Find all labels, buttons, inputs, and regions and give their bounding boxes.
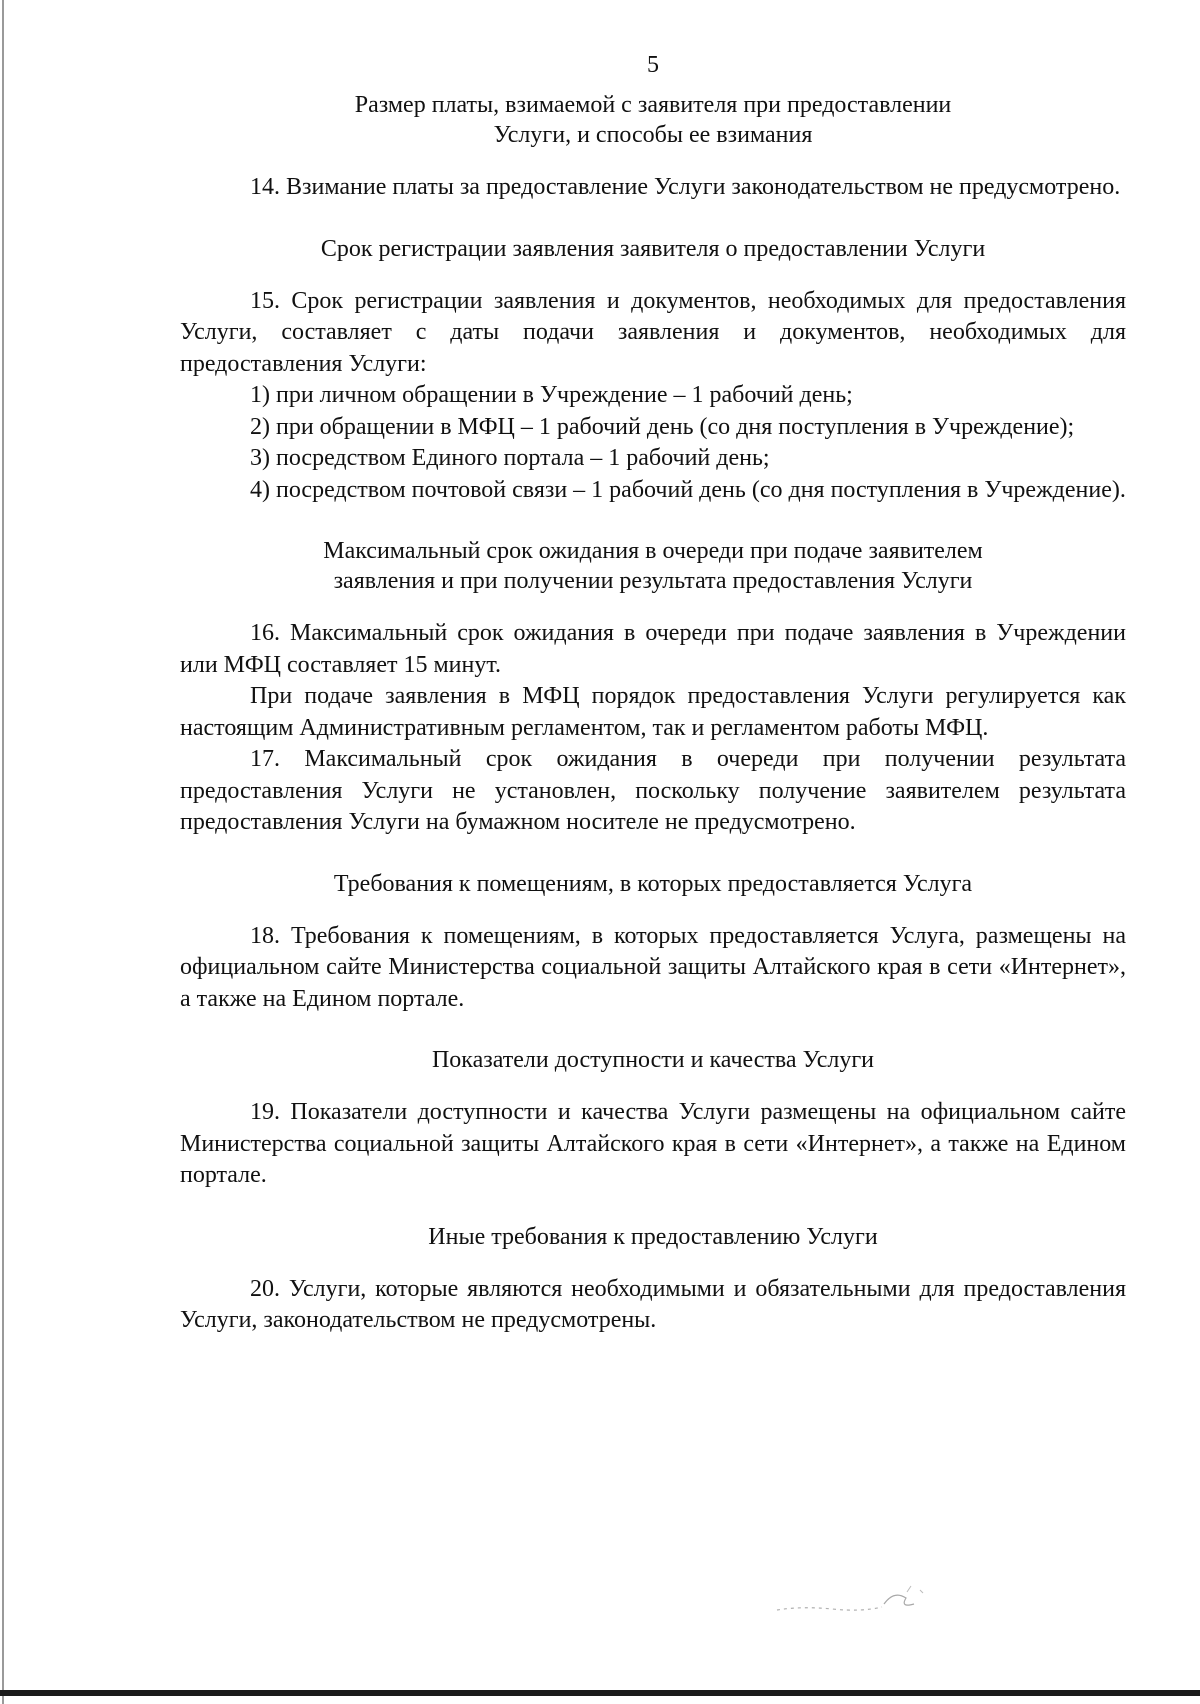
list-item-15-1: 1) при личном обращении в Учреждение – 1 рабочий день; [250,382,853,408]
section-heading-registration [180,234,1126,264]
scan-edge-bottom [0,1690,1200,1696]
section-heading-waiting-time [180,536,1126,596]
heading-line: заявления и при получении результата предоставления Услуги [333,568,973,594]
list-item-15-4: 4) посредством почтовой связи – 1 рабочий день (со дня поступления в Учреждение). [250,476,1126,503]
paragraph-15: 15. Срок регистрации заявления и документов, необходимых для предоставления Услуги, составляет с даты подачи заявления и документов, необходимых для предоставления Услуги: [180,287,1126,377]
heading-line: Максимальный срок ожидания в очереди при подаче заявителем [323,538,983,564]
paragraph-16-mfc: При подаче заявления в МФЦ порядок предоставления Услуги регулируется как настоящим Административным регламентом, так и регламентом работы МФЦ. [180,683,1126,741]
list-item-15-3: 3) посредством Единого портала – 1 рабочий день; [250,445,770,471]
section-heading-premises [180,869,1126,899]
paragraph-16: 16. Максимальный срок ожидания в очереди при подаче заявления в Учреждении или МФЦ составляет 15 минут. [180,620,1126,678]
section-heading-quality [180,1045,1126,1075]
list-item-15-2: 2) при обращении в МФЦ – 1 рабочий день (со дня поступления в Учреждение); [250,413,1075,440]
section-heading-other-requirements [180,1222,1126,1252]
paragraph-19: 19. Показатели доступности и качества Услуги размещены на официальном сайте Министерства социальной защиты Алтайского края в сети «Интернет», а также на Едином портале. [180,1099,1126,1188]
paragraph-18: 18. Требования к помещениям, в которых предоставляется Услуга, размещены на официальном сайте Министерства социальной защиты Алтайского края в сети «Интернет», а также на Едином портале. [180,922,1126,1012]
heading-line: Размер платы, взимаемой с заявителя при предоставлении [354,92,952,118]
paragraph-14: 14. Взимание платы за предоставление Услуги законодательством не предусмотрено. [250,174,1121,200]
page-number: 5 [647,52,659,78]
heading-line: Иные требования к предоставлению Услуги [428,1223,878,1250]
heading-line: Показатели доступности и качества Услуги [431,1047,875,1073]
section-heading-fee [180,90,1126,150]
scan-edge-left [2,0,4,1704]
heading-line: Требования к помещениям, в которых предоставляется Услуга [333,870,973,897]
heading-line: Срок регистрации заявления заявителя о предоставлении Услуги [320,235,986,262]
paragraph-17: 17. Максимальный срок ожидания в очереди при получении результата предоставления Услуги не установлен, поскольку получение заявителем результата предоставления Услуги на бумажном носителе не предусмотрено. [180,746,1126,835]
paragraph-20: 20. Услуги, которые являются необходимыми и обязательными для предоставления Услуги, законодательством не предусмотрены. [180,1275,1126,1333]
heading-line: Услуги, и способы ее взимания [493,122,813,148]
faint-stamp-mark [772,1582,942,1622]
document-page [180,50,1126,1337]
